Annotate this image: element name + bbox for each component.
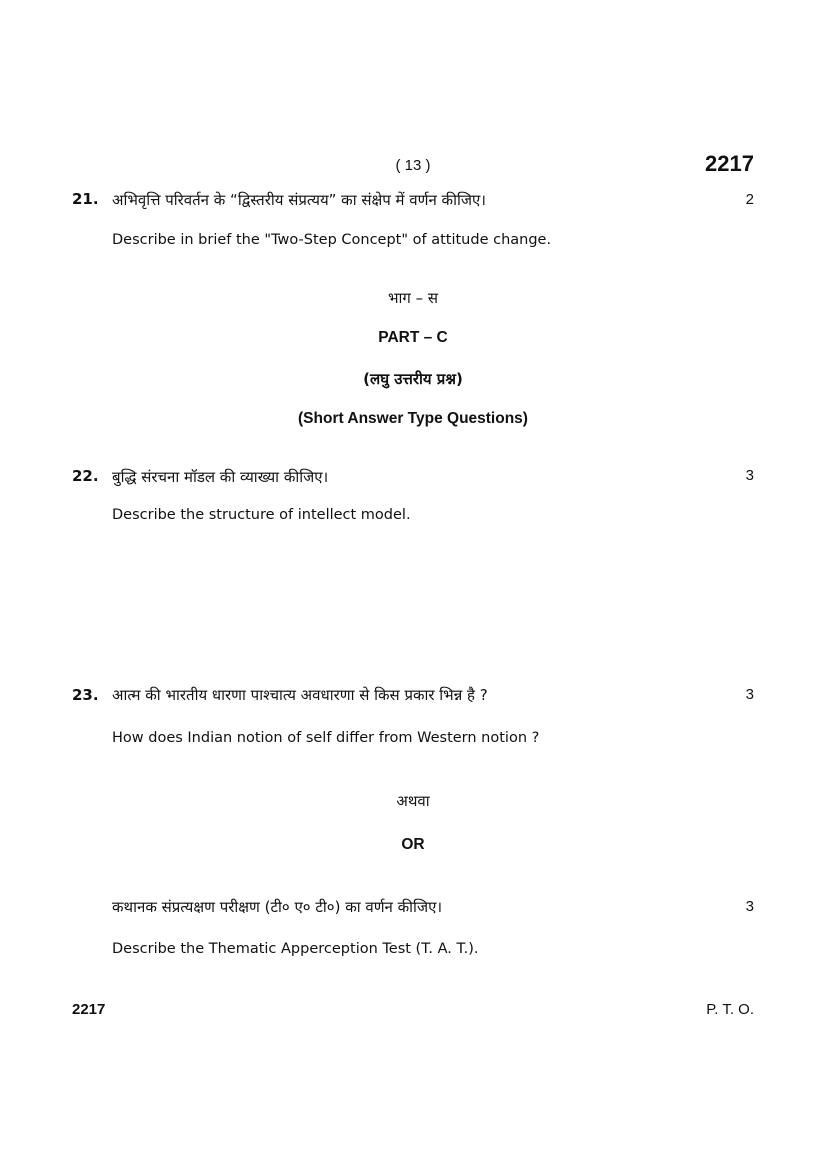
or-hindi: अथवा: [396, 792, 430, 810]
question-22-english: Describe the structure of intellect model.: [112, 507, 411, 523]
question-23-marks: 3: [745, 686, 754, 703]
alternative-question-marks: 3: [745, 898, 754, 915]
part-subtitle-hindi: (लघु उत्तरीय प्रश्न): [363, 370, 463, 388]
question-21-english: Describe in brief the "Two-Step Concept" of attitude change.: [112, 232, 552, 248]
question-23-english: How does Indian notion of self differ from Western notion ?: [112, 730, 540, 746]
alternative-question-hindi: कथानक संप्रत्यक्षण परीक्षण (टी० ए० टी०) का वर्णन कीजिए।: [112, 898, 443, 916]
question-number-21: 21.: [72, 190, 99, 208]
question-21-hindi: अभिवृत्ति परिवर्तन के “द्विस्तरीय संप्रत्यय” का संक्षेप में वर्णन कीजिए।: [112, 191, 486, 209]
part-title-english: PART – C: [378, 329, 448, 346]
question-22-hindi: बुद्धि संरचना मॉडल की व्याख्या कीजिए।: [112, 468, 329, 486]
question-22-marks: 3: [745, 467, 754, 484]
part-subtitle-english: (Short Answer Type Questions): [298, 410, 528, 427]
question-number-22: 22.: [72, 467, 99, 485]
please-turn-over: P. T. O.: [706, 1001, 754, 1018]
question-23-hindi: आत्म की भारतीय धारणा पाश्चात्य अवधारणा से किस प्रकार भिन्न है ?: [112, 686, 488, 704]
part-title-hindi: भाग – स: [387, 289, 439, 307]
paper-code-top: 2217: [705, 151, 754, 176]
question-number-23: 23.: [72, 686, 99, 704]
question-21-marks: 2: [745, 191, 754, 208]
page-number: ( 13 ): [395, 157, 431, 174]
paper-code-footer: 2217: [72, 1001, 106, 1018]
or-english: OR: [401, 836, 425, 853]
alternative-question-english: Describe the Thematic Apperception Test (T. A. T.).: [112, 941, 479, 957]
